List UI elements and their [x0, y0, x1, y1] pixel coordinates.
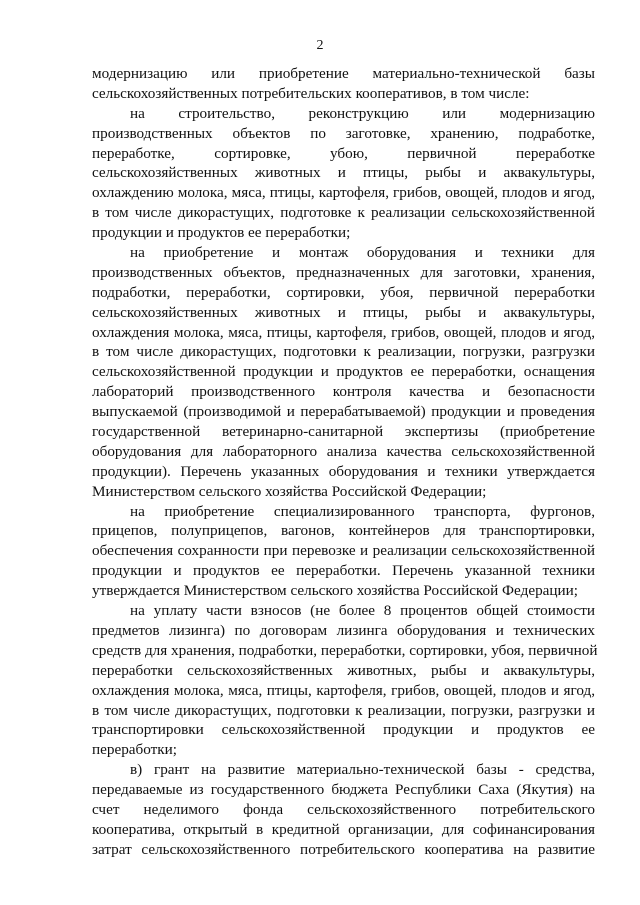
text-line: модернизацию или приобретение материально-технической базы: [92, 65, 595, 82]
text-line: в том числе дикорастущих, подготовки к реализации, погрузки, разгрузки: [92, 343, 595, 361]
text-line: кооператива, открытый в кредитной организации, для софинансирования: [92, 820, 595, 838]
text-line: производственных объектов, предназначенных для заготовки, хранения,: [92, 263, 595, 281]
text-line: выпускаемой (производимой и перерабатываемой) продукции и проведения: [92, 403, 595, 421]
text-line: продукции и продуктов ее переработки;: [92, 224, 351, 242]
text-line: в том числе дикорастущих, подготовке к реализации сельскохозяйственной: [92, 204, 595, 222]
text-line: средств для хранения, подработки, переработки, сортировки, убоя, первичной: [92, 641, 598, 659]
text-line: прицепов, полуприцепов, вагонов, контейнеров для транспортировки,: [92, 522, 595, 540]
text-line: в том числе дикорастущих, подготовки к реализации, погрузки, разгрузки и: [92, 701, 595, 719]
text-line: затрат сельскохозяйственного потребительского кооператива на развитие: [92, 840, 595, 858]
text-line: оборудования для лабораторного анализа качества сельскохозяйственной: [92, 442, 595, 460]
text-line: передаваемые из государственного бюджета Республики Саха (Якутия) на: [92, 781, 595, 799]
text-line: утверждается Министерством сельского хозяйства Российской Федерации;: [92, 582, 579, 600]
document-body: [92, 64, 598, 860]
text-line: переработки сельскохозяйственных животных, рыбы и аквакультуры,: [92, 661, 595, 679]
text-line: переработки;: [92, 741, 178, 759]
text-line: Министерством сельского хозяйства Российской Федерации;: [92, 482, 487, 500]
text-line: переработке, сортировке, убою, первичной переработке: [92, 144, 595, 162]
text-line: сельскохозяйственной продукции и продуктов ее переработки, оснащения: [92, 363, 595, 381]
text-line: на приобретение специализированного транспорта, фургонов,: [130, 502, 595, 520]
text-line: охлаждению молока, мяса, птицы, картофеля, грибов, овощей, плодов и ягод,: [92, 184, 595, 202]
text-line: в) грант на развитие материально-технической базы - средства,: [130, 761, 595, 779]
text-line: продукции). Перечень указанных оборудования и техники утверждается: [92, 462, 595, 480]
text-line: производственных объектов по заготовке, хранению, подработке,: [92, 124, 595, 142]
text-line: подработки, переработки, сортировки, убоя, первичной переработки: [92, 283, 595, 301]
text-line: счет неделимого фонда сельскохозяйственного потребительского: [92, 800, 595, 818]
page-number: 2: [316, 38, 324, 53]
text-line: обеспечения сохранности при перевозке и реализации сельскохозяйственной: [92, 542, 595, 560]
text-line: на строительство, реконструкцию или модернизацию: [130, 104, 595, 122]
text-line: сельскохозяйственных животных и птицы, рыбы и аквакультуры,: [92, 164, 595, 182]
text-line: транспортировки сельскохозяйственной продукции и продуктов ее: [92, 721, 595, 739]
text-line: охлаждения молока, мяса, птицы, картофеля, грибов, овощей, плодов и ягод,: [92, 681, 595, 699]
text-line: охлаждения молока, мяса, птицы, картофеля, грибов, овощей, плодов и ягод,: [92, 323, 595, 341]
text-line: лабораторий производственного контроля качества и безопасности: [92, 383, 595, 401]
text-line: государственной ветеринарно-санитарной экспертизы (приобретение: [92, 423, 595, 441]
text-line: предметов лизинга) по договорам лизинга оборудования и технических: [92, 621, 595, 639]
text-line: на уплату части взносов (не более 8 процентов общей стоимости: [130, 602, 595, 620]
text-line: на приобретение и монтаж оборудования и техники для: [130, 244, 595, 262]
text-line: сельскохозяйственных потребительских кооперативов, в том числе:: [92, 84, 530, 102]
text-line: продукции и продуктов ее переработки. Перечень указанной техники: [92, 562, 595, 580]
text-line: сельскохозяйственных животных и птицы, рыбы и аквакультуры,: [92, 303, 595, 321]
